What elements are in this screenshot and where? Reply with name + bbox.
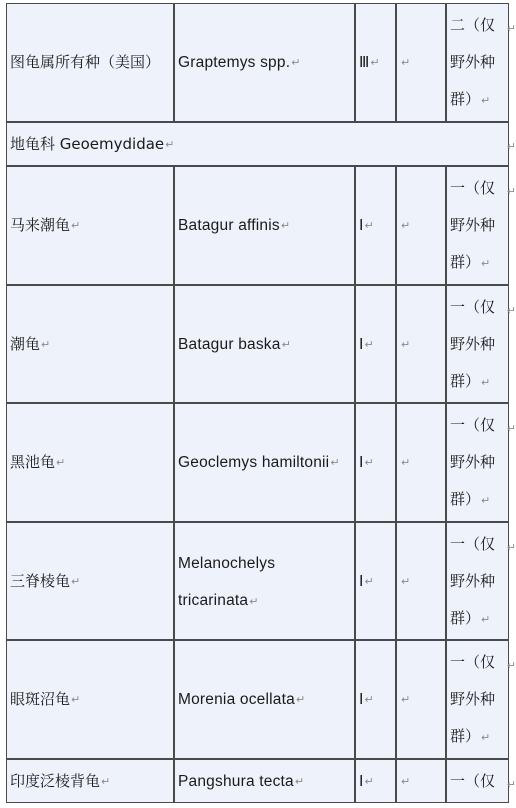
protection-level-line: 野外种 [450,335,496,353]
cell-note [396,285,446,403]
cell-chinese-name [6,3,174,122]
protection-level-line: 一（仅 [450,179,496,197]
cell-note [396,759,446,803]
protection-level-line: 群）↵ [450,90,491,108]
protection-level-line: 一（仅 [450,416,496,434]
cell-appendix [355,759,396,803]
latin-name: Batagur baska [178,335,281,353]
cell-note [396,640,446,759]
chinese-name: 印度泛棱背龟 [10,771,101,790]
protection-level-line: 一（仅 [450,653,496,671]
appendix-value: Ⅰ [359,216,364,234]
chinese-name: 眼斑沼龟 [10,690,71,708]
paragraph-mark: ↵ [71,219,81,232]
protection-level-line: 群）↵ [450,727,491,745]
cell-appendix [355,522,396,640]
row-end-mark: ↵ [506,659,516,672]
cell-protection-level [446,3,509,122]
paragraph-mark: ↵ [294,774,305,788]
cell-appendix [355,166,396,285]
protection-level-line: 野外种 [450,453,496,471]
paragraph-mark: ↵ [364,574,374,588]
cell-appendix [355,403,396,522]
protection-level-line: 野外种 [450,216,496,234]
cell-latin-name [174,640,355,759]
paragraph-mark: ↵ [291,56,301,69]
protection-level-line: 一（仅 [450,535,496,553]
paragraph-mark: ↵ [364,693,374,706]
cell-latin-name [174,759,355,803]
paragraph-mark: ↵ [401,456,411,469]
appendix-value: Ⅰ [359,690,364,708]
paragraph-mark: ↵ [401,574,411,588]
family-header-row [6,122,509,166]
paragraph-mark: ↵ [165,137,175,151]
protection-level-line: 一（仅 [450,771,496,790]
paragraph-mark: ↵ [71,693,81,706]
protection-level-line: 二（仅 [450,16,496,34]
cell-note [396,522,446,640]
appendix-value: Ⅰ [359,453,364,471]
paragraph-mark: ↵ [364,219,374,232]
latin-name-line: tricarinata↵ [178,592,259,609]
cell-chinese-name [6,403,174,522]
chinese-name: 三脊棱龟 [10,571,71,590]
cell-note [396,3,446,122]
paragraph-mark: ↵ [280,219,291,232]
appendix-value: Ⅰ [359,771,364,790]
paragraph-mark: ↵ [364,456,374,469]
appendix-value: Ⅰ [359,571,364,590]
cell-appendix [355,285,396,403]
cell-protection-level [446,522,509,640]
protection-level-line: 群）↵ [450,372,491,390]
cell-chinese-name [6,522,174,640]
cell-latin-name [174,522,355,640]
chinese-name: 潮龟 [10,334,41,353]
row-end-mark: ↵ [506,22,516,35]
protection-level-line: 群）↵ [450,253,491,271]
chinese-name: 马来潮龟 [10,216,71,234]
cell-appendix [355,640,396,759]
paragraph-mark: ↵ [401,337,411,351]
paragraph-mark: ↵ [401,56,411,69]
paragraph-mark: ↵ [71,574,81,588]
cell-latin-name [174,285,355,403]
row-end-mark: ↵ [506,541,516,554]
latin-name: Geoclemys hamiltonii [178,454,330,471]
family-label: 地龟科 Geoemydidae [10,134,165,153]
cell-chinese-name [6,166,174,285]
appendix-value: Ⅰ [359,334,364,353]
cell-protection-level [446,759,509,803]
paragraph-mark: ↵ [401,693,411,706]
chinese-name: 黑池龟 [10,453,56,471]
paragraph-mark: ↵ [56,456,66,469]
row-end-mark: ↵ [506,140,516,153]
paragraph-mark: ↵ [330,456,340,469]
latin-name: Batagur affinis [178,217,280,234]
paragraph-mark: ↵ [364,774,374,788]
cell-appendix [355,3,396,122]
paragraph-mark: ↵ [401,774,411,788]
paragraph-mark: ↵ [281,337,291,351]
cell-protection-level [446,403,509,522]
cell-protection-level [446,640,509,759]
cell-chinese-name [6,640,174,759]
paragraph-mark: ↵ [364,337,374,351]
cell-latin-name [174,166,355,285]
row-end-mark: ↵ [506,185,516,198]
cell-chinese-name [6,759,174,803]
chinese-name: 图龟属所有种（美国） [10,53,161,71]
paragraph-mark: ↵ [41,337,51,351]
cell-note [396,166,446,285]
cell-chinese-name [6,285,174,403]
cell-latin-name [174,3,355,122]
cell-note [396,403,446,522]
latin-name-line: Melanochelys [178,555,276,572]
row-end-mark: ↵ [506,778,516,791]
row-end-mark: ↵ [506,304,516,317]
protection-level-line: 群）↵ [450,609,491,627]
paragraph-mark: ↵ [101,774,111,788]
protection-level-line: 野外种 [450,690,496,708]
latin-name: Pangshura tecta [178,772,294,790]
latin-name: Morenia ocellata [178,691,295,708]
protection-level-line: 野外种 [450,572,496,590]
appendix-value: Ⅲ [359,53,370,71]
protection-level-line: 野外种 [450,53,496,71]
latin-name: Graptemys spp. [178,54,291,71]
paragraph-mark: ↵ [295,693,306,706]
protection-level-line: 群）↵ [450,490,491,508]
row-end-mark: ↵ [506,422,516,435]
paragraph-mark: ↵ [370,56,380,69]
paragraph-mark: ↵ [401,219,411,232]
cell-latin-name [174,403,355,522]
protection-level-line: 一（仅 [450,298,496,316]
cell-protection-level [446,166,509,285]
cell-protection-level [446,285,509,403]
